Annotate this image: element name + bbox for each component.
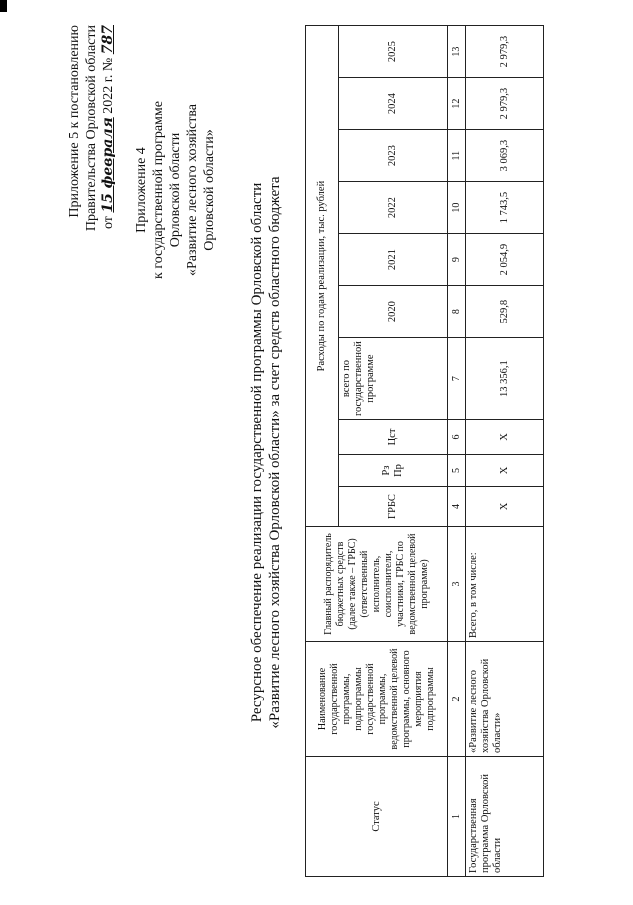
row-code-grbs: X <box>466 487 544 527</box>
row-grbs: Всего, в том числе: <box>466 527 544 642</box>
document-heading <box>248 0 284 905</box>
header-status: Статус <box>306 757 448 877</box>
row-year-2024: 2 979,3 <box>466 78 544 130</box>
heading-line-1: Ресурсное обеспечение реализации государственной программы Орловской области <box>249 182 265 723</box>
column-number: 4 <box>448 487 466 527</box>
row-code-cst: X <box>466 420 544 455</box>
table-row <box>466 26 544 877</box>
header-year-2022: 2022 <box>339 182 448 234</box>
handwritten-date: 15 февраля <box>100 117 116 213</box>
handwritten-number: 787 <box>100 25 116 55</box>
column-number: 8 <box>448 286 466 338</box>
row-year-2022: 1 743,5 <box>466 182 544 234</box>
column-number: 12 <box>448 78 466 130</box>
appendix-4-line-1: Приложение 4 <box>134 147 149 233</box>
column-number: 11 <box>448 130 466 182</box>
appendix-5-block <box>66 25 117 385</box>
row-year-2023: 3 069,3 <box>466 130 544 182</box>
row-total: 13 356,1 <box>466 338 544 420</box>
appendix-4-line-3: Орловской области <box>168 132 183 248</box>
column-number: 6 <box>448 420 466 455</box>
column-number: 10 <box>448 182 466 234</box>
header-code-grbs: ГРБС <box>339 487 448 527</box>
header-year-2020: 2020 <box>339 286 448 338</box>
column-number: 1 <box>448 757 466 877</box>
header-grbs: Главный распорядитель бюджетных средств (далее также – ГРБС) (ответственный исполнитель, соисполнители, участники, ГРБС по ведомственной целевой программе) <box>306 527 448 642</box>
column-number: 7 <box>448 338 466 420</box>
column-number: 5 <box>448 455 466 487</box>
header-expenses: Расходы по годам реализации, тыс. рублей <box>306 26 339 527</box>
heading-line-2: «Развитие лесного хозяйства Орловской области» за счет средств областного бюджета <box>267 176 283 729</box>
column-number: 13 <box>448 26 466 78</box>
header-name: Наименование государственной программы, подпрограммы государственной программы, ведомственной целевой программы, основного мероприятия подпрограммы <box>306 642 448 757</box>
header-year-2024: 2024 <box>339 78 448 130</box>
appendix-5-date-line <box>100 25 117 385</box>
row-code-rzpr: X <box>466 455 544 487</box>
header-code-cst: Цст <box>339 420 448 455</box>
row-year-2021: 2 054,9 <box>466 234 544 286</box>
appendix-4-block <box>133 35 218 345</box>
header-year-2025: 2025 <box>339 26 448 78</box>
appendix-5-line-2: Правительства Орловской области <box>84 25 99 232</box>
appendix-4-line-2: к государственной программе <box>151 101 166 279</box>
row-status: Государственная программа Орловской области <box>466 757 544 877</box>
header-year-2021: 2021 <box>339 234 448 286</box>
date-prefix: от <box>101 216 116 230</box>
column-number: 3 <box>448 527 466 642</box>
date-suffix: 2022 г. № <box>101 57 116 114</box>
header-year-2023: 2023 <box>339 130 448 182</box>
header-total-program: всего по государственной программе <box>339 338 448 420</box>
column-number: 2 <box>448 642 466 757</box>
header-code-rzpr: Рз Пр <box>339 455 448 487</box>
row-name: «Развитие лесного хозяйства Орловской области» <box>466 642 544 757</box>
appendix-5-line-1: Приложение 5 к постановлению <box>67 25 82 218</box>
appendix-4-line-4: «Развитие лесного хозяйства <box>185 104 200 277</box>
resource-table <box>305 25 544 877</box>
row-year-2020: 529,8 <box>466 286 544 338</box>
column-number-row <box>448 26 466 877</box>
row-year-2025: 2 979,3 <box>466 26 544 78</box>
column-number: 9 <box>448 234 466 286</box>
appendix-4-line-5: Орловской области» <box>202 129 217 251</box>
scan-corner-mark <box>0 0 7 12</box>
